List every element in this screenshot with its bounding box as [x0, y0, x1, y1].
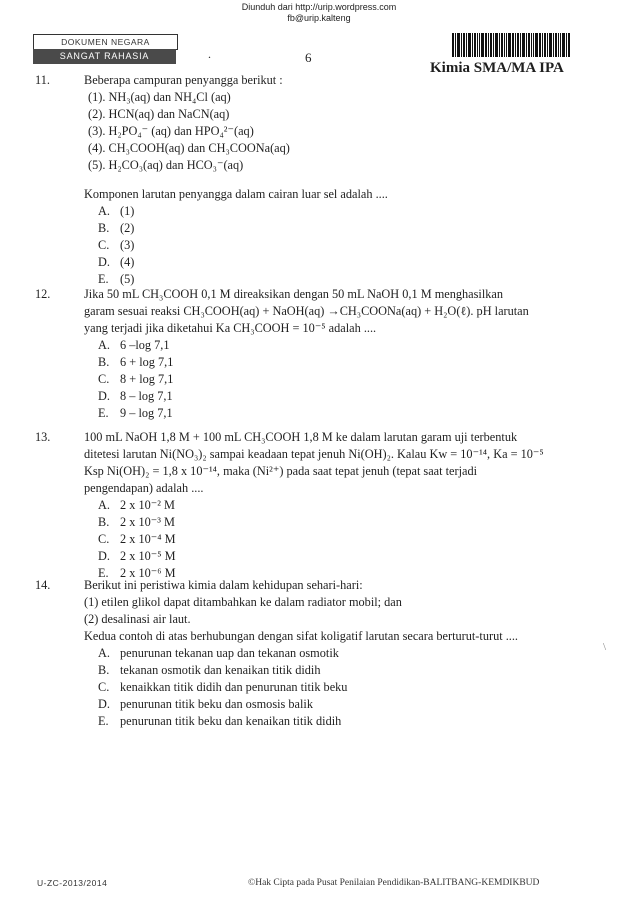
- option-letter: A.: [98, 646, 110, 660]
- question-text-line: (1) etilen glikol dapat ditambahkan ke dalam radiator mobil; dan: [84, 595, 402, 609]
- question-number: 13.: [35, 430, 51, 444]
- answer-option-c[interactable]: [98, 371, 595, 388]
- answer-option-c[interactable]: [98, 237, 595, 254]
- option-letter: E.: [98, 272, 109, 286]
- question-text-line: (2) desalinasi air laut.: [84, 612, 191, 626]
- option-letter: D.: [98, 389, 110, 403]
- option-letter: E.: [98, 714, 109, 728]
- question-number: 11.: [35, 73, 50, 87]
- option-letter: D.: [98, 549, 110, 563]
- option-text: (2): [120, 221, 135, 235]
- option-letter: B.: [98, 663, 110, 677]
- stray-mark: \: [603, 641, 607, 653]
- page-number: 6: [305, 50, 312, 65]
- option-letter: C.: [98, 372, 110, 386]
- question-11: [35, 72, 595, 288]
- question-prompt: Komponen larutan penyangga dalam cairan luar sel adalah ....: [84, 187, 388, 201]
- option-letter: C.: [98, 532, 110, 546]
- question-12: [35, 286, 595, 422]
- answer-option-d[interactable]: [98, 388, 595, 405]
- buffer-item: (2). HCN(aq) dan NaCN(aq): [88, 107, 230, 121]
- buffer-item: (3). H₂PO₄⁻ (aq) dan HPO₄²⁻(aq): [88, 124, 254, 138]
- option-text: penurunan titik beku dan kenaikan titik didih: [120, 714, 342, 728]
- question-text-line: Jika 50 mL CH₃COOH 0,1 M direaksikan dengan 50 mL NaOH 0,1 M menghasilkan: [84, 287, 504, 301]
- question-text-line: garam sesuai reaksi CH₃COOH(aq) + NaOH(aq) →CH₃COONa(aq) + H₂O(ℓ). pH larutan: [84, 304, 529, 318]
- source-facebook: fb@urip.kalteng: [287, 13, 351, 23]
- option-letter: B.: [98, 515, 110, 529]
- answer-option-b[interactable]: [98, 220, 595, 237]
- answer-option-a[interactable]: [98, 337, 595, 354]
- source-watermark: [0, 2, 638, 24]
- option-text: (3): [120, 238, 135, 252]
- option-text: (1): [120, 204, 135, 218]
- option-text: penurunan titik beku dan osmosis balik: [120, 697, 313, 711]
- stray-mark: .: [208, 47, 211, 61]
- question-text-line: Ksp Ni(OH)₂ = 1,8 x 10⁻¹⁴, maka (Ni²⁺) pada saat tepat jenuh (tepat saat terjadi: [84, 464, 478, 478]
- answer-option-b[interactable]: [98, 514, 595, 531]
- answer-option-a[interactable]: [98, 203, 595, 220]
- option-letter: D.: [98, 255, 110, 269]
- question-text-line: Berikut ini peristiwa kimia dalam kehidupan sehari-hari:: [84, 578, 363, 592]
- answer-option-d[interactable]: [98, 254, 595, 271]
- answer-option-c[interactable]: [98, 679, 595, 696]
- question-text-line: ditetesi larutan Ni(NO₃)₂ sampai keadaan tepat jenuh Ni(OH)₂. Kalau Kw = 10⁻¹⁴, Ka = 10⁻⁵: [84, 447, 544, 461]
- buffer-item: (1). NH₃(aq) dan NH₄Cl (aq): [88, 90, 231, 104]
- option-letter: A.: [98, 204, 110, 218]
- option-letter: C.: [98, 238, 110, 252]
- option-text: 2 x 10⁻⁴ M: [120, 532, 176, 546]
- question-number: 14.: [35, 578, 51, 592]
- answer-option-e[interactable]: [98, 405, 595, 422]
- option-text: 8 + log 7,1: [120, 372, 174, 386]
- option-letter: A.: [98, 498, 110, 512]
- option-text: 2 x 10⁻² M: [120, 498, 175, 512]
- option-letter: A.: [98, 338, 110, 352]
- option-text: kenaikkan titik didih dan penurunan titik beku: [120, 680, 348, 694]
- subject-title: Kimia SMA/MA IPA: [430, 60, 564, 76]
- option-letter: E.: [98, 566, 109, 580]
- answer-option-d[interactable]: [98, 548, 595, 565]
- exam-code: U-ZC-2013/2014: [37, 878, 108, 888]
- question-number: 12.: [35, 287, 51, 301]
- answer-option-b[interactable]: [98, 662, 595, 679]
- option-letter: B.: [98, 355, 110, 369]
- option-letter: B.: [98, 221, 110, 235]
- question-text-line: pengendapan) adalah ....: [84, 481, 204, 495]
- buffer-item: (5). H₂CO₃(aq) dan HCO₃⁻(aq): [88, 158, 244, 172]
- question-text-line: yang terjadi jika diketahui Ka CH₃COOH = 10⁻⁵ adalah ....: [84, 321, 377, 335]
- answer-option-a[interactable]: [98, 497, 595, 514]
- option-text: tekanan osmotik dan kenaikan titik didih: [120, 663, 321, 677]
- question-text-line: Kedua contoh di atas berhubungan dengan sifat koligatif larutan secara berturut-turut ....: [84, 629, 518, 643]
- answer-option-a[interactable]: [98, 645, 595, 662]
- option-text: 9 – log 7,1: [120, 406, 173, 420]
- option-text: 8 – log 7,1: [120, 389, 173, 403]
- answer-option-e[interactable]: [98, 713, 595, 730]
- barcode-icon: [452, 33, 570, 57]
- answer-option-c[interactable]: [98, 531, 595, 548]
- option-text: (4): [120, 255, 135, 269]
- question-14: [35, 577, 595, 730]
- option-letter: C.: [98, 680, 110, 694]
- option-text: 2 x 10⁻⁵ M: [120, 549, 176, 563]
- secret-classification-label: SANGAT RAHASIA: [33, 49, 176, 64]
- option-text: 2 x 10⁻⁶ M: [120, 566, 176, 580]
- copyright-notice: ©Hak Cipta pada Pusat Penilaian Pendidikan-BALITBANG-KEMDIKBUD: [248, 878, 540, 888]
- source-url: Diunduh dari http://urip.wordpress.com: [241, 2, 397, 12]
- answer-option-b[interactable]: [98, 354, 595, 371]
- question-stem: Beberapa campuran penyangga berikut :: [84, 73, 283, 87]
- answer-option-d[interactable]: [98, 696, 595, 713]
- buffer-item: (4). CH₃COOH(aq) dan CH₃COONa(aq): [88, 141, 290, 155]
- option-text: penurunan tekanan uap dan tekanan osmotik: [120, 646, 339, 660]
- option-text: 6 + log 7,1: [120, 355, 174, 369]
- option-letter: D.: [98, 697, 110, 711]
- option-text: 6 –log 7,1: [120, 338, 170, 352]
- option-letter: E.: [98, 406, 109, 420]
- question-text-line: 100 mL NaOH 1,8 M + 100 mL CH₃COOH 1,8 M ke dalam larutan garam uji terbentuk: [84, 430, 518, 444]
- option-text: 2 x 10⁻³ M: [120, 515, 175, 529]
- question-13: [35, 429, 595, 582]
- option-text: (5): [120, 272, 135, 286]
- document-classification-label: DOKUMEN NEGARA: [33, 34, 178, 50]
